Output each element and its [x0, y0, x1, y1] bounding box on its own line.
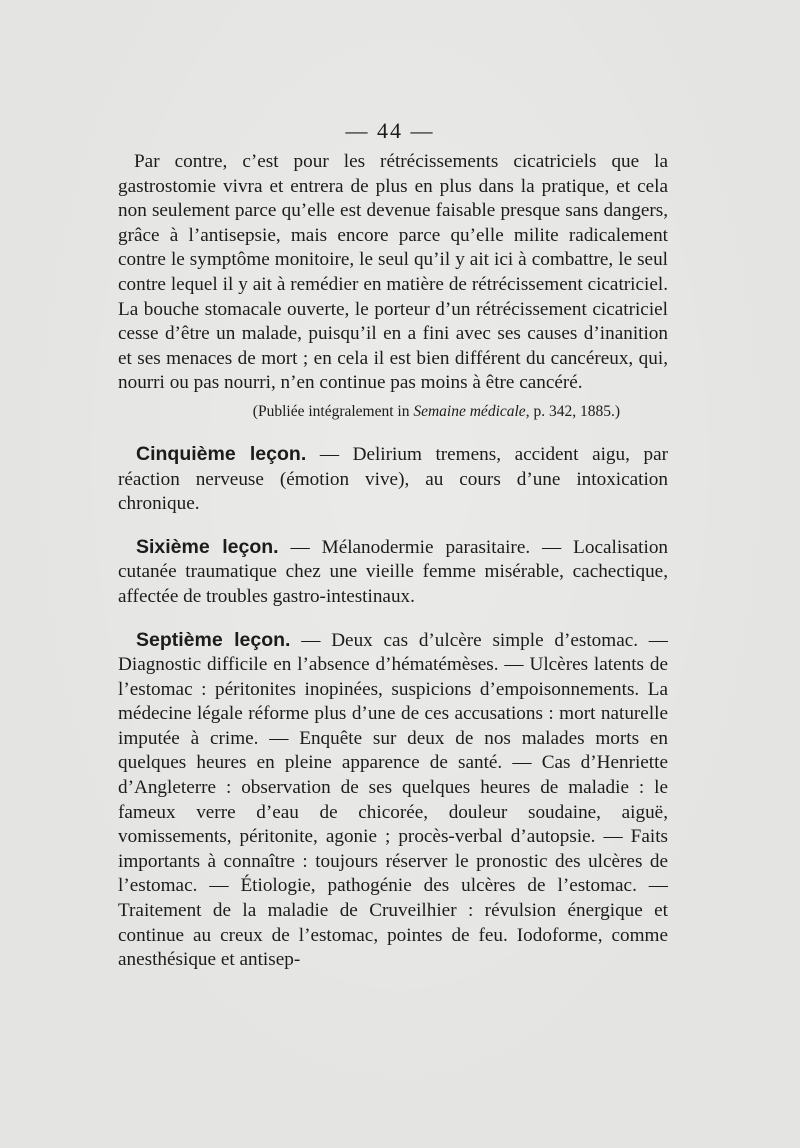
lesson-paragraph-sixth [118, 535, 668, 610]
page-number: — 44 — [345, 118, 435, 143]
lesson-title: Septième leçon. [136, 628, 291, 651]
lesson-text: — Deux cas d’ulcère simple d’estomac. — Diagnostic difficile en l’absence d’hématémèses. — Ulcères latents de l’estomac : péritonites inopinées, suspicions d’empoisonnements. La médecine légale réforme plus d’une de ces accusations : mort naturelle imputée à crime. — Enquête sur deux de nos malades morts en quelques heures en pleine apparence de santé. — Cas d’Henriette d’Angleterre : observation de ses quelques heures de maladie : le fameux verre d’eau de chicorée, douleur soudaine, aiguë, vomissements, péritonite, agonie ; procès-verbal d’autopsie. — Faits importants à connaître : toujours réserver le pronostic des ulcères de l’estomac. — Étiologie, pathogénie des ulcères de l’estomac. — Traitement de la maladie de Cruveilhier : révulsion énergique et continue au creux de l’estomac, pointes de feu. Iodoforme, comme anesthésique et antisep- [118, 629, 668, 971]
lesson-title: Sixième leçon. [136, 535, 279, 558]
citation-prefix: (Publiée intégralement in [252, 402, 414, 420]
lesson-paragraph-fifth [118, 442, 668, 517]
intro-paragraph: Par contre, c’est pour les rétrécissements cicatriciels que la gastrostomie vivra et entrera de plus en plus dans la pratique, et cela non seulement parce qu’elle est devenue faisable presque sans dangers, grâce à l’antisepsie, mais encore parce qu’elle milite radicalement contre le symptôme monitoire, le seul qu’il y ait ici à combattre, le seul contre lequel il y ait à remédier en matière de rétrécissement cicatriciel. La bouche stomacale ouverte, le porteur d’un rétrécissement cicatriciel cesse d’être un malade, puisqu’il en a fini avec ses causes d’inanition et ses menaces de mort ; en cela il est bien différent du cancéreux, qui, nourri ou pas nourri, n’en continue pas moins à être cancéré. [118, 151, 668, 394]
lesson-text: — Mélanodermie parasitaire. — Localisation cutanée traumatique chez une vieille femme misérable, cachectique, affectée de troubles gastro-intestinaux. [118, 536, 669, 607]
lesson-text: — Delirium tremens, accident aigu, par réaction nerveuse (émotion vive), au cours d’une intoxication chronique. [118, 443, 668, 515]
page-body [118, 150, 668, 973]
lesson-paragraph-seventh [118, 628, 668, 973]
publication-citation [118, 402, 668, 422]
citation-journal: Semaine médicale [413, 402, 526, 420]
citation-suffix: , p. 342, 1885.) [525, 402, 620, 420]
lesson-title: Cinquième leçon. [136, 442, 307, 465]
